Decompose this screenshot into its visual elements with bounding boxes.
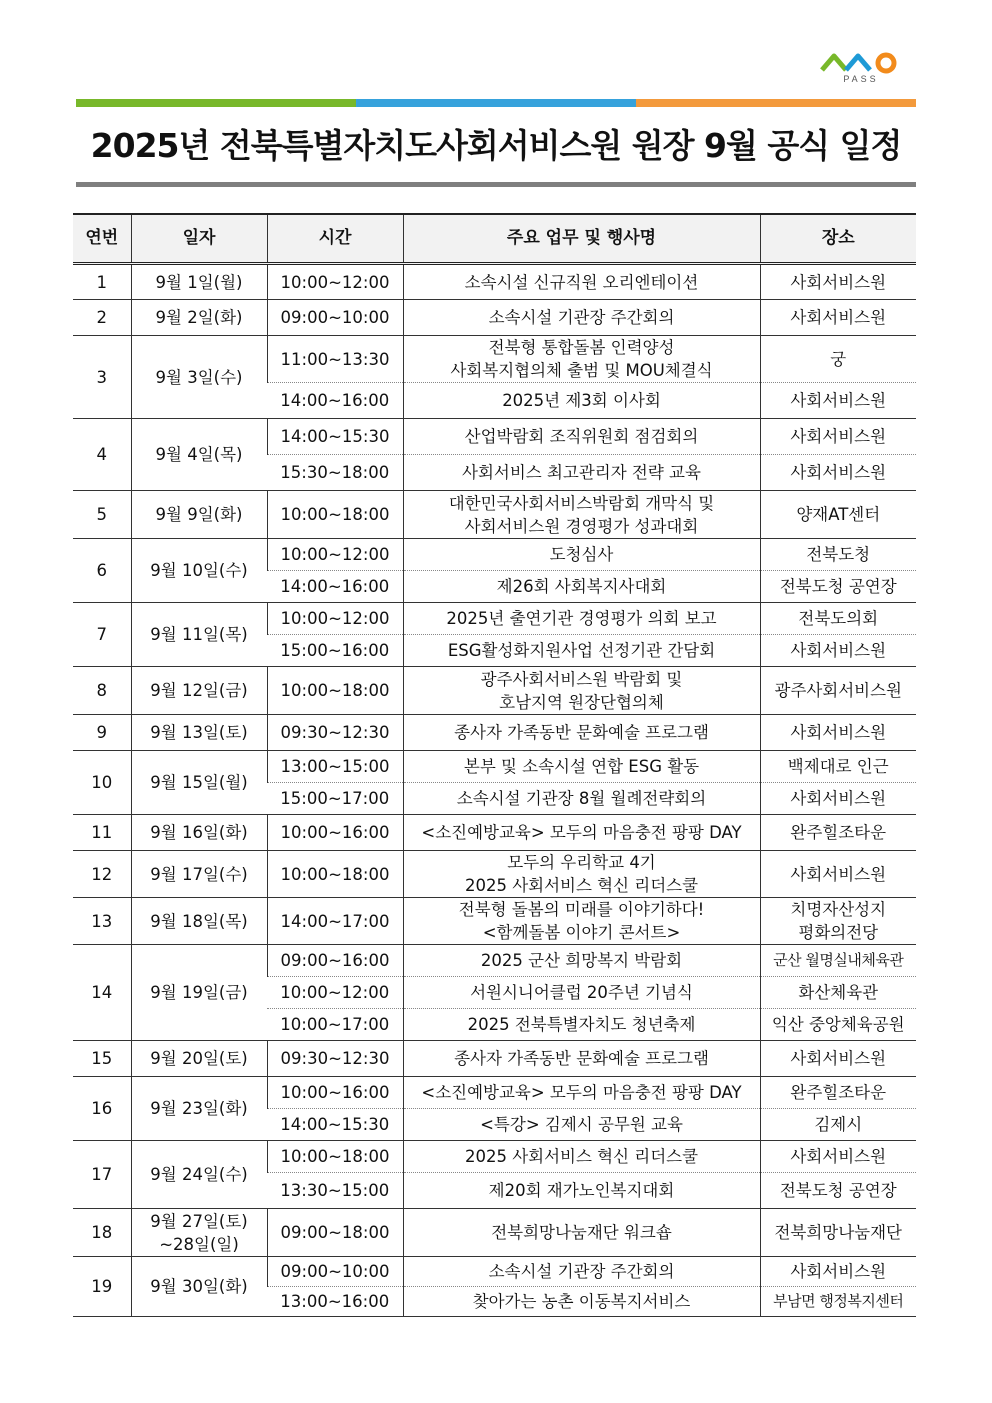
cell-date bbox=[131, 419, 267, 491]
cell-no: 15 bbox=[73, 1041, 131, 1077]
date-line: 9월 15일(월) bbox=[150, 773, 248, 792]
place-line: 궁 bbox=[830, 349, 847, 369]
cell-time: 10:00~18:00 bbox=[267, 667, 403, 715]
cell-event bbox=[403, 1009, 760, 1041]
cell-no: 16 bbox=[73, 1077, 131, 1141]
cell-date bbox=[131, 1209, 267, 1257]
table-row bbox=[73, 491, 916, 539]
place-line: 사회서비스원 bbox=[790, 272, 887, 292]
cell-no: 7 bbox=[73, 603, 131, 667]
cell-place bbox=[760, 751, 916, 783]
table-row bbox=[73, 1077, 916, 1109]
table-row bbox=[73, 945, 916, 977]
cell-event bbox=[403, 635, 760, 667]
cell-event bbox=[403, 383, 760, 419]
cell-place bbox=[760, 667, 916, 715]
date-line: 9월 4일(목) bbox=[155, 445, 243, 464]
cell-date bbox=[131, 751, 267, 815]
date-line: 9월 12일(금) bbox=[150, 681, 248, 700]
event-line: 산업박람회 조직위원회 점검회의 bbox=[464, 427, 699, 446]
place-line: 사회서비스원 bbox=[790, 1049, 887, 1068]
table-row bbox=[73, 1257, 916, 1287]
cell-place bbox=[760, 1077, 916, 1109]
date-line: 9월 23일(화) bbox=[150, 1099, 248, 1118]
place-line: 평화의전당 bbox=[798, 923, 879, 942]
table-row bbox=[73, 715, 916, 751]
cell-time: 09:30~12:30 bbox=[267, 1041, 403, 1077]
cell-event bbox=[403, 898, 760, 945]
cell-time: 14:00~17:00 bbox=[267, 898, 403, 945]
cell-place bbox=[760, 491, 916, 539]
table-row bbox=[73, 603, 916, 635]
place-line: 전북희망나눔재단 bbox=[774, 1223, 902, 1242]
cell-time: 10:00~16:00 bbox=[267, 815, 403, 851]
cell-place bbox=[760, 815, 916, 851]
cell-time: 10:00~18:00 bbox=[267, 491, 403, 539]
cell-place bbox=[760, 571, 916, 603]
date-line: 9월 18일(목) bbox=[150, 911, 248, 931]
cell-event bbox=[403, 1041, 760, 1077]
cell-no: 13 bbox=[73, 898, 131, 945]
table-header-row bbox=[73, 214, 916, 264]
cell-time: 10:00~12:00 bbox=[267, 539, 403, 571]
cell-event bbox=[403, 539, 760, 571]
event-line: 사회서비스 최고관리자 전략 교육 bbox=[462, 463, 701, 482]
cell-date bbox=[131, 815, 267, 851]
cell-place bbox=[760, 455, 916, 491]
cell-time: 13:00~16:00 bbox=[267, 1287, 403, 1317]
cell-event bbox=[403, 667, 760, 715]
cell-time: 10:00~16:00 bbox=[267, 1077, 403, 1109]
place-line: 사회서비스원 bbox=[790, 723, 887, 742]
place-line: 사회서비스원 bbox=[790, 1147, 887, 1166]
cell-date bbox=[131, 264, 267, 300]
date-line: 9월 13일(토) bbox=[150, 723, 248, 742]
date-line: 9월 2일(화) bbox=[155, 308, 243, 327]
event-line: 대한민국사회서비스박람회 개막식 및 bbox=[448, 493, 715, 513]
place-line: 사회서비스원 bbox=[790, 427, 887, 446]
cell-no: 8 bbox=[73, 667, 131, 715]
table-row bbox=[73, 1041, 916, 1077]
cell-place bbox=[760, 1257, 916, 1287]
cell-place bbox=[760, 1173, 916, 1209]
cell-time: 14:00~15:30 bbox=[267, 419, 403, 455]
cell-place bbox=[760, 539, 916, 571]
place-line: 치명자산성지 bbox=[790, 900, 887, 919]
date-line: ~28일(일) bbox=[159, 1234, 239, 1254]
event-line: <소진예방교육> 모두의 마음충전 팡팡 DAY bbox=[421, 1083, 742, 1102]
cell-date bbox=[131, 945, 267, 1041]
cell-place bbox=[760, 715, 916, 751]
cell-no: 6 bbox=[73, 539, 131, 603]
event-line: 호남지역 원장단협의체 bbox=[499, 692, 664, 712]
cell-place bbox=[760, 1209, 916, 1257]
cell-no: 5 bbox=[73, 491, 131, 539]
cell-event bbox=[403, 264, 760, 300]
cell-date bbox=[131, 336, 267, 419]
place-line: 익산 중앙체육공원 bbox=[771, 1015, 905, 1034]
event-line: 종사자 가족동반 문화예술 프로그램 bbox=[454, 723, 709, 742]
cell-time: 09:30~12:30 bbox=[267, 715, 403, 751]
place-line: 사회서비스원 bbox=[790, 641, 887, 660]
cell-place bbox=[760, 300, 916, 336]
place-line: 완주힐조타운 bbox=[790, 1083, 887, 1102]
cell-event bbox=[403, 851, 760, 898]
cell-place bbox=[760, 603, 916, 635]
cell-event bbox=[403, 571, 760, 603]
cell-event bbox=[403, 1109, 760, 1141]
cell-place bbox=[760, 1041, 916, 1077]
cell-no: 19 bbox=[73, 1257, 131, 1317]
event-line: 도청심사 bbox=[549, 545, 614, 564]
color-bar bbox=[76, 99, 916, 107]
cell-time: 10:00~17:00 bbox=[267, 1009, 403, 1041]
date-line: 9월 30일(화) bbox=[150, 1277, 248, 1296]
place-line: 전북도청 공연장 bbox=[779, 577, 897, 596]
pass-logo bbox=[816, 48, 906, 88]
table-row bbox=[73, 336, 916, 383]
place-line: 군산 월명실내체육관 bbox=[773, 951, 904, 969]
date-line: 9월 19일(금) bbox=[150, 983, 248, 1002]
date-line: 9월 10일(수) bbox=[150, 561, 248, 580]
date-line: 9월 16일(화) bbox=[150, 823, 248, 842]
place-line: 사회서비스원 bbox=[790, 864, 887, 884]
cell-no: 2 bbox=[73, 300, 131, 336]
event-line: 전북형 통합돌봄 인력양성 bbox=[488, 338, 675, 357]
event-line: 서원시니어클럽 20주년 기념식 bbox=[470, 983, 693, 1002]
event-line: 본부 및 소속시설 연합 ESG 활동 bbox=[463, 757, 700, 776]
date-line: 9월 11일(목) bbox=[150, 625, 248, 644]
place-line: 완주힐조타운 bbox=[790, 823, 887, 842]
date-line: 9월 1일(월) bbox=[155, 272, 243, 292]
cell-event bbox=[403, 1257, 760, 1287]
event-line: 2025 사회서비스 혁신 리더스쿨 bbox=[464, 1147, 699, 1166]
cell-date bbox=[131, 898, 267, 945]
cell-event bbox=[403, 419, 760, 455]
cell-time: 15:00~17:00 bbox=[267, 783, 403, 815]
place-line: 사회서비스원 bbox=[790, 1262, 887, 1281]
cell-date bbox=[131, 539, 267, 603]
header-time: 시간 bbox=[267, 214, 403, 264]
cell-time: 09:00~10:00 bbox=[267, 1257, 403, 1287]
cell-event bbox=[403, 1173, 760, 1209]
date-line: 9월 24일(수) bbox=[150, 1165, 248, 1184]
cell-event bbox=[403, 1209, 760, 1257]
place-line: 광주사회서비스원 bbox=[774, 681, 902, 700]
cell-event bbox=[403, 336, 760, 383]
cell-no: 17 bbox=[73, 1141, 131, 1209]
header-date: 일자 bbox=[131, 214, 267, 264]
cell-place bbox=[760, 1287, 916, 1317]
cell-place bbox=[760, 1141, 916, 1173]
event-line: 소속시설 기관장 주간회의 bbox=[488, 308, 675, 327]
table-row bbox=[73, 667, 916, 715]
event-line: 소속시설 기관장 주간회의 bbox=[488, 1262, 675, 1281]
cell-event bbox=[403, 783, 760, 815]
header-event: 주요 업무 및 행사명 bbox=[403, 214, 760, 264]
table-row bbox=[73, 751, 916, 783]
cell-place bbox=[760, 336, 916, 383]
cell-event bbox=[403, 715, 760, 751]
cell-event bbox=[403, 1141, 760, 1173]
place-line: 사회서비스원 bbox=[790, 391, 887, 410]
page-title: 2025년 전북특별자치도사회서비스원 원장 9월 공식 일정 bbox=[90, 126, 902, 165]
event-line: 사회서비스원 경영평가 성과대회 bbox=[464, 516, 699, 536]
cell-event bbox=[403, 751, 760, 783]
event-line: <함께돌봄 이야기 콘서트> bbox=[482, 923, 681, 942]
color-bar-orange bbox=[636, 99, 916, 107]
pass-logo-mark-icon bbox=[816, 48, 906, 74]
cell-time: 14:00~16:00 bbox=[267, 383, 403, 419]
cell-event bbox=[403, 1287, 760, 1317]
event-line: ESG활성화지원사업 선정기관 간담회 bbox=[447, 641, 716, 660]
event-line: 2025년 출연기관 경영평가 의회 보고 bbox=[446, 609, 717, 628]
table-row bbox=[73, 300, 916, 336]
title-divider bbox=[76, 182, 916, 187]
cell-event bbox=[403, 603, 760, 635]
event-line: 전북희망나눔재단 워크숍 bbox=[491, 1223, 672, 1242]
cell-date bbox=[131, 300, 267, 336]
cell-time: 15:00~16:00 bbox=[267, 635, 403, 667]
cell-no: 12 bbox=[73, 851, 131, 898]
place-line: 화산체육관 bbox=[798, 983, 879, 1002]
place-line: 전북도의회 bbox=[798, 609, 879, 628]
schedule-body bbox=[73, 264, 916, 1317]
date-line: 9월 9일(화) bbox=[155, 505, 243, 524]
cell-date bbox=[131, 603, 267, 667]
place-line: 사회서비스원 bbox=[790, 789, 887, 808]
cell-time: 09:00~10:00 bbox=[267, 300, 403, 336]
header-place: 장소 bbox=[760, 214, 916, 264]
cell-place bbox=[760, 783, 916, 815]
cell-time: 11:00~13:30 bbox=[267, 336, 403, 383]
cell-place bbox=[760, 945, 916, 977]
cell-no: 3 bbox=[73, 336, 131, 419]
table-row bbox=[73, 851, 916, 898]
cell-event bbox=[403, 945, 760, 977]
cell-no: 11 bbox=[73, 815, 131, 851]
place-line: 사회서비스원 bbox=[790, 308, 887, 327]
cell-date bbox=[131, 667, 267, 715]
place-line: 전북도청 공연장 bbox=[779, 1181, 897, 1200]
place-line: 백제대로 인근 bbox=[787, 757, 889, 776]
event-line: 종사자 가족동반 문화예술 프로그램 bbox=[454, 1049, 709, 1068]
table-row bbox=[73, 264, 916, 300]
table-row bbox=[73, 1141, 916, 1173]
table-row bbox=[73, 898, 916, 945]
event-line: 2025년 제3회 이사회 bbox=[502, 391, 661, 410]
cell-no: 9 bbox=[73, 715, 131, 751]
event-line: 제26회 사회복지사대회 bbox=[496, 577, 667, 596]
event-line: 사회복지협의체 출범 및 MOU체결식 bbox=[450, 361, 713, 380]
cell-time: 14:00~16:00 bbox=[267, 571, 403, 603]
color-bar-blue bbox=[356, 99, 636, 107]
logo-text: PASS bbox=[843, 74, 879, 84]
cell-event bbox=[403, 491, 760, 539]
place-line: 양재AT센터 bbox=[796, 505, 881, 524]
event-line: <특강> 김제시 공무원 교육 bbox=[480, 1115, 683, 1134]
cell-place bbox=[760, 851, 916, 898]
cell-date bbox=[131, 715, 267, 751]
event-line: 광주사회서비스원 박람회 및 bbox=[480, 669, 683, 689]
date-line: 9월 17일(수) bbox=[150, 864, 248, 884]
cell-date bbox=[131, 1041, 267, 1077]
cell-no: 1 bbox=[73, 264, 131, 300]
cell-time: 09:00~16:00 bbox=[267, 945, 403, 977]
table-row bbox=[73, 419, 916, 455]
place-line: 부남면 행정복지센터 bbox=[773, 1292, 904, 1310]
place-line: 김제시 bbox=[814, 1115, 863, 1134]
cell-event bbox=[403, 300, 760, 336]
header-no: 연번 bbox=[73, 214, 131, 264]
cell-date bbox=[131, 1257, 267, 1317]
cell-no: 4 bbox=[73, 419, 131, 491]
color-bar-green bbox=[76, 99, 356, 107]
cell-date bbox=[131, 851, 267, 898]
cell-time: 10:00~12:00 bbox=[267, 603, 403, 635]
event-line: 2025 전북특별자치도 청년축제 bbox=[467, 1015, 696, 1034]
schedule-table bbox=[73, 213, 916, 1317]
event-line: 찾아가는 농촌 이동복지서비스 bbox=[472, 1292, 691, 1311]
cell-place bbox=[760, 383, 916, 419]
cell-time: 10:00~12:00 bbox=[267, 264, 403, 300]
cell-no: 14 bbox=[73, 945, 131, 1041]
event-line: <소진예방교육> 모두의 마음충전 팡팡 DAY bbox=[421, 823, 742, 842]
cell-date bbox=[131, 1141, 267, 1209]
place-line: 전북도청 bbox=[806, 545, 871, 564]
cell-time: 10:00~18:00 bbox=[267, 851, 403, 898]
cell-no: 10 bbox=[73, 751, 131, 815]
table-row bbox=[73, 1209, 916, 1257]
event-line: 제20회 재가노인복지대회 bbox=[488, 1181, 675, 1200]
date-line: 9월 3일(수) bbox=[155, 367, 243, 387]
cell-date bbox=[131, 491, 267, 539]
cell-place bbox=[760, 898, 916, 945]
cell-date bbox=[131, 1077, 267, 1141]
cell-event bbox=[403, 1077, 760, 1109]
cell-time: 09:00~18:00 bbox=[267, 1209, 403, 1257]
event-line: 전북형 돌봄의 미래를 이야기하다! bbox=[458, 900, 705, 919]
event-line: 소속시설 기관장 8월 월례전략회의 bbox=[456, 789, 707, 808]
event-line: 모두의 우리학교 4기 bbox=[507, 853, 656, 872]
cell-place bbox=[760, 264, 916, 300]
date-line: 9월 27일(토) bbox=[150, 1211, 248, 1231]
cell-place bbox=[760, 635, 916, 667]
cell-time: 13:30~15:00 bbox=[267, 1173, 403, 1209]
cell-time: 10:00~12:00 bbox=[267, 977, 403, 1009]
event-line: 2025 사회서비스 혁신 리더스쿨 bbox=[464, 876, 699, 895]
cell-time: 10:00~18:00 bbox=[267, 1141, 403, 1173]
cell-place bbox=[760, 419, 916, 455]
date-line: 9월 20일(토) bbox=[150, 1049, 248, 1068]
cell-place bbox=[760, 1109, 916, 1141]
event-line: 소속시설 신규직원 오리엔테이션 bbox=[464, 272, 699, 292]
cell-event bbox=[403, 455, 760, 491]
cell-time: 14:00~15:30 bbox=[267, 1109, 403, 1141]
cell-time: 15:30~18:00 bbox=[267, 455, 403, 491]
cell-place bbox=[760, 977, 916, 1009]
cell-event bbox=[403, 815, 760, 851]
event-line: 2025 군산 희망복지 박람회 bbox=[480, 951, 683, 970]
cell-event bbox=[403, 977, 760, 1009]
cell-time: 13:00~15:00 bbox=[267, 751, 403, 783]
cell-no: 18 bbox=[73, 1209, 131, 1257]
cell-place bbox=[760, 1009, 916, 1041]
table-row bbox=[73, 539, 916, 571]
place-line: 사회서비스원 bbox=[790, 463, 887, 482]
table-row bbox=[73, 815, 916, 851]
